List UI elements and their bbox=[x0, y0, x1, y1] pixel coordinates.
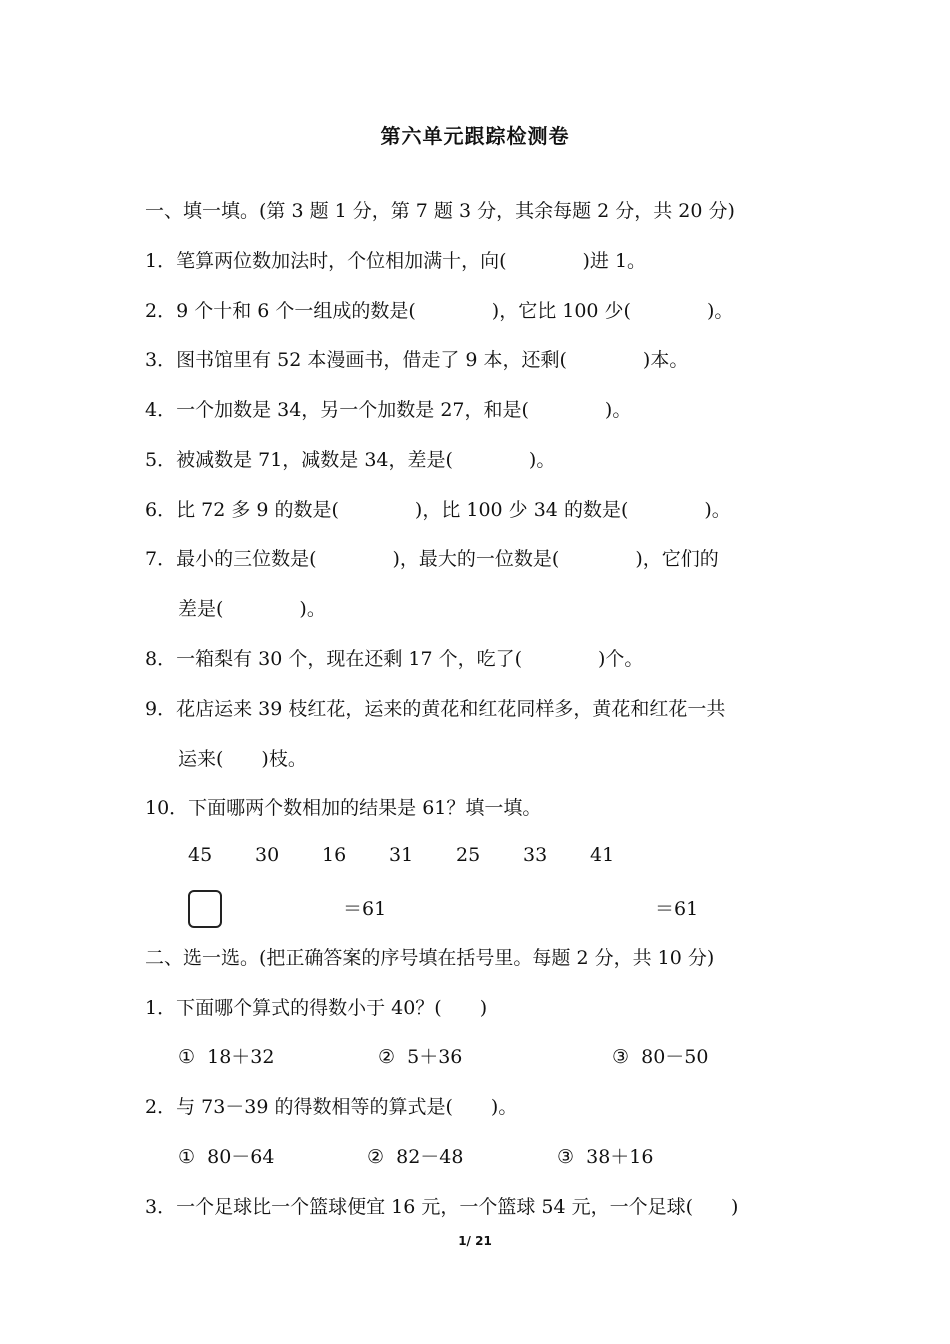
option-2-2-a: ① 80－64 bbox=[178, 1146, 275, 1168]
page-title: 第六单元跟踪检测卷 bbox=[380, 124, 570, 148]
question-1-4: 4．一个加数是 34，另一个加数是 27，和是( )。 bbox=[145, 399, 632, 421]
question-1-5: 5．被减数是 71，减数是 34，差是( )。 bbox=[145, 449, 556, 471]
question-1-9-line-2: 运来( )枝。 bbox=[178, 748, 307, 770]
number-choice: 45 bbox=[188, 844, 213, 866]
section-2-header: 二、选一选。(把正确答案的序号填在括号里。每题 2 分，共 10 分) bbox=[145, 947, 715, 969]
question-1-6: 6．比 72 多 9 的数是( )，比 100 少 34 的数是( )。 bbox=[145, 499, 731, 521]
option-2-1-a: ① 18＋32 bbox=[178, 1046, 275, 1068]
question-1-10: 10．下面哪两个数相加的结果是 61？填一填。 bbox=[145, 797, 542, 819]
question-2-3: 3．一个足球比一个篮球便宜 16 元，一个篮球 54 元，一个足球( ) bbox=[145, 1196, 739, 1218]
section-1-header: 一、填一填。(第 3 题 1 分，第 7 题 3 分，其余每题 2 分，共 20 分) bbox=[145, 200, 735, 222]
option-2-1-b: ② 5＋36 bbox=[378, 1046, 463, 1068]
option-2-2-c: ③ 38＋16 bbox=[557, 1146, 654, 1168]
question-1-7-line-1: 7．最小的三位数是( )，最大的一位数是( )，它们的 bbox=[145, 548, 719, 570]
question-1-3: 3．图书馆里有 52 本漫画书，借走了 9 本，还剩( )本。 bbox=[145, 349, 689, 371]
number-choice: 41 bbox=[590, 844, 615, 866]
equation-2: ＝61 bbox=[655, 898, 699, 920]
equation-1: ＝61 bbox=[343, 898, 387, 920]
question-1-1: 1．笔算两位数加法时，个位相加满十，向( )进 1。 bbox=[145, 250, 647, 272]
question-1-2: 2．9 个十和 6 个一组成的数是( )，它比 100 少( )。 bbox=[145, 300, 734, 322]
number-choice: 33 bbox=[523, 844, 548, 866]
answer-box[interactable] bbox=[188, 890, 222, 928]
number-choice: 30 bbox=[255, 844, 280, 866]
option-2-1-c: ③ 80－50 bbox=[612, 1046, 709, 1068]
number-choice: 25 bbox=[456, 844, 481, 866]
question-2-2: 2．与 73－39 的得数相等的算式是( )。 bbox=[145, 1096, 518, 1118]
question-1-7-line-2: 差是( )。 bbox=[178, 598, 326, 620]
question-1-8: 8．一箱梨有 30 个，现在还剩 17 个，吃了( )个。 bbox=[145, 648, 644, 670]
option-2-2-b: ② 82－48 bbox=[367, 1146, 464, 1168]
question-2-1: 1．下面哪个算式的得数小于 40？( ) bbox=[145, 997, 488, 1019]
question-1-9-line-1: 9．花店运来 39 枝红花，运来的黄花和红花同样多，黄花和红花一共 bbox=[145, 698, 726, 720]
page-number: 1/ 21 bbox=[458, 1234, 492, 1248]
number-choice: 31 bbox=[389, 844, 414, 866]
number-choice: 16 bbox=[322, 844, 347, 866]
